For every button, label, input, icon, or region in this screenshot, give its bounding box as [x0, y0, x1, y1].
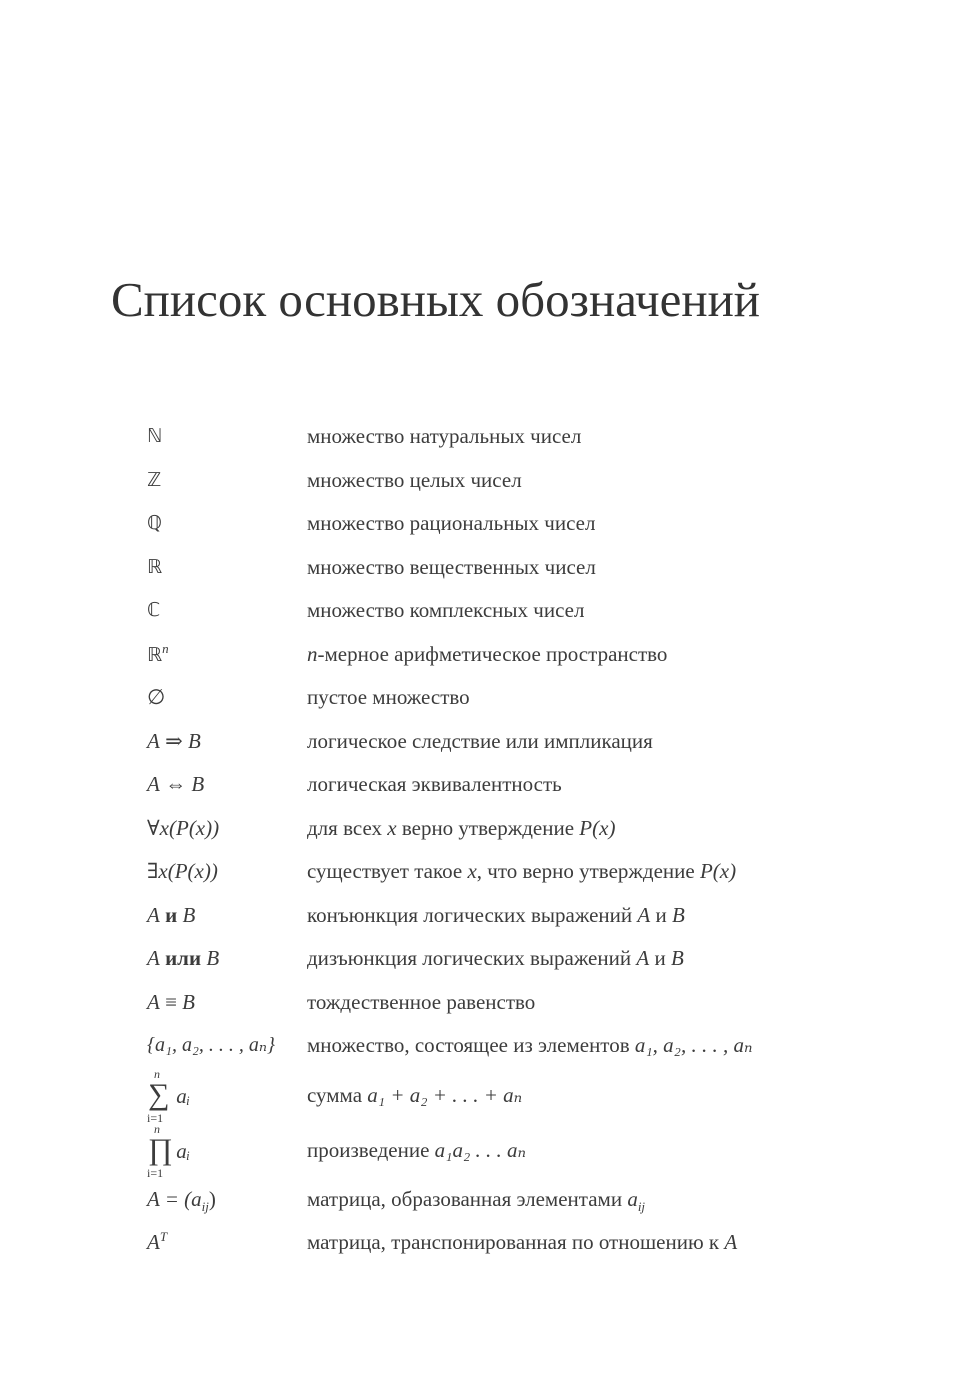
symbol-rationals: ℚ: [147, 512, 162, 534]
description-matrix: матрица, образованная элементами $a_{ij}$: [307, 1186, 646, 1214]
symbol-prod: n ∏ i=1 aᵢ: [147, 1121, 191, 1180]
sum-operator: n ∑ i=1: [147, 1066, 170, 1125]
description-integers: множество целых чисел: [307, 467, 522, 492]
notation-row-set: [147, 1024, 837, 1068]
notation-row-identical: [147, 981, 837, 1025]
description-transpose: матрица, транспонированная по отношению к A: [307, 1230, 738, 1254]
symbol-forall: ∀x(P(x)): [147, 815, 220, 840]
symbol-integers: ℤ: [147, 468, 162, 491]
notation-row-exists: [147, 850, 837, 894]
notation-row-integers: [147, 459, 837, 503]
page-title: Список основных обозначений: [111, 272, 761, 327]
notation-row-reals: [147, 546, 837, 590]
notation-row-sum: [147, 1068, 837, 1123]
symbol-iff: A ⇔ B: [147, 772, 205, 796]
description-set: множество, состоящее из элементов a₁, a₂, . . . , aₙ: [307, 1033, 753, 1057]
description-complex: множество комплексных чисел: [307, 598, 585, 622]
description-or: дизъюнкция логических выражений A и B: [307, 946, 684, 970]
notation-row-prod: [147, 1123, 837, 1178]
notation-row-empty: [147, 676, 837, 720]
notation-row-matrix: [147, 1178, 837, 1222]
symbol-naturals: ℕ: [147, 425, 163, 447]
description-exists: существует такое x, что верно утверждение P(x): [307, 859, 737, 883]
symbol-exists: ∃x(P(x)): [147, 859, 218, 883]
description-rationals: множество рациональных чисел: [307, 511, 596, 535]
symbol-implies: A ⇒ B: [147, 728, 201, 753]
symbol-identical: A ≡ B: [147, 989, 195, 1014]
notation-row-transpose: [147, 1221, 837, 1265]
symbol-complex: ℂ: [147, 599, 161, 621]
notation-row-iff: [147, 763, 837, 807]
symbol-transpose: $A^T$: [147, 1229, 168, 1254]
description-sum: сумма a₁ + a₂ + . . . + aₙ: [307, 1082, 523, 1107]
notation-row-rationals: [147, 502, 837, 546]
notation-row-or: [147, 937, 837, 981]
description-naturals: множество натуральных чисел: [307, 424, 582, 448]
notation-row-rn: [147, 633, 837, 677]
description-rn: n-мерное арифметическое пространство: [307, 641, 668, 666]
symbol-sum: n ∑ i=1 aᵢ: [147, 1066, 191, 1125]
description-iff: логическая эквивалентность: [307, 772, 562, 796]
description-forall: для всех x верно утверждение P(x): [307, 815, 616, 840]
symbol-reals: ℝ: [147, 555, 163, 578]
description-prod: произведение a₁a₂ . . . aₙ: [307, 1137, 527, 1162]
notation-row-implies: [147, 720, 837, 764]
symbol-rn: ℝ$^n$: [147, 640, 169, 666]
symbol-matrix: $A = (a_{ij})$: [147, 1186, 216, 1214]
symbol-set: {a₁, a₂, . . . , aₙ}: [147, 1034, 276, 1056]
product-operator: n ∏ i=1: [147, 1121, 173, 1180]
description-implies: логическое следствие или импликация: [307, 728, 653, 753]
description-empty: пустое множество: [307, 685, 470, 709]
notation-list: [147, 415, 837, 1265]
description-identical: тождественное равенство: [307, 989, 536, 1014]
notation-row-naturals: [147, 415, 837, 459]
description-and: конъюнкция логических выражений A и B: [307, 902, 685, 927]
symbol-or: A или B: [147, 946, 220, 970]
notation-row-complex: [147, 589, 837, 633]
symbol-empty: ∅: [147, 685, 166, 709]
notation-row-and: [147, 894, 837, 938]
symbol-and: A и B: [147, 902, 196, 927]
description-reals: множество вещественных чисел: [307, 554, 596, 579]
notation-row-forall: [147, 807, 837, 851]
